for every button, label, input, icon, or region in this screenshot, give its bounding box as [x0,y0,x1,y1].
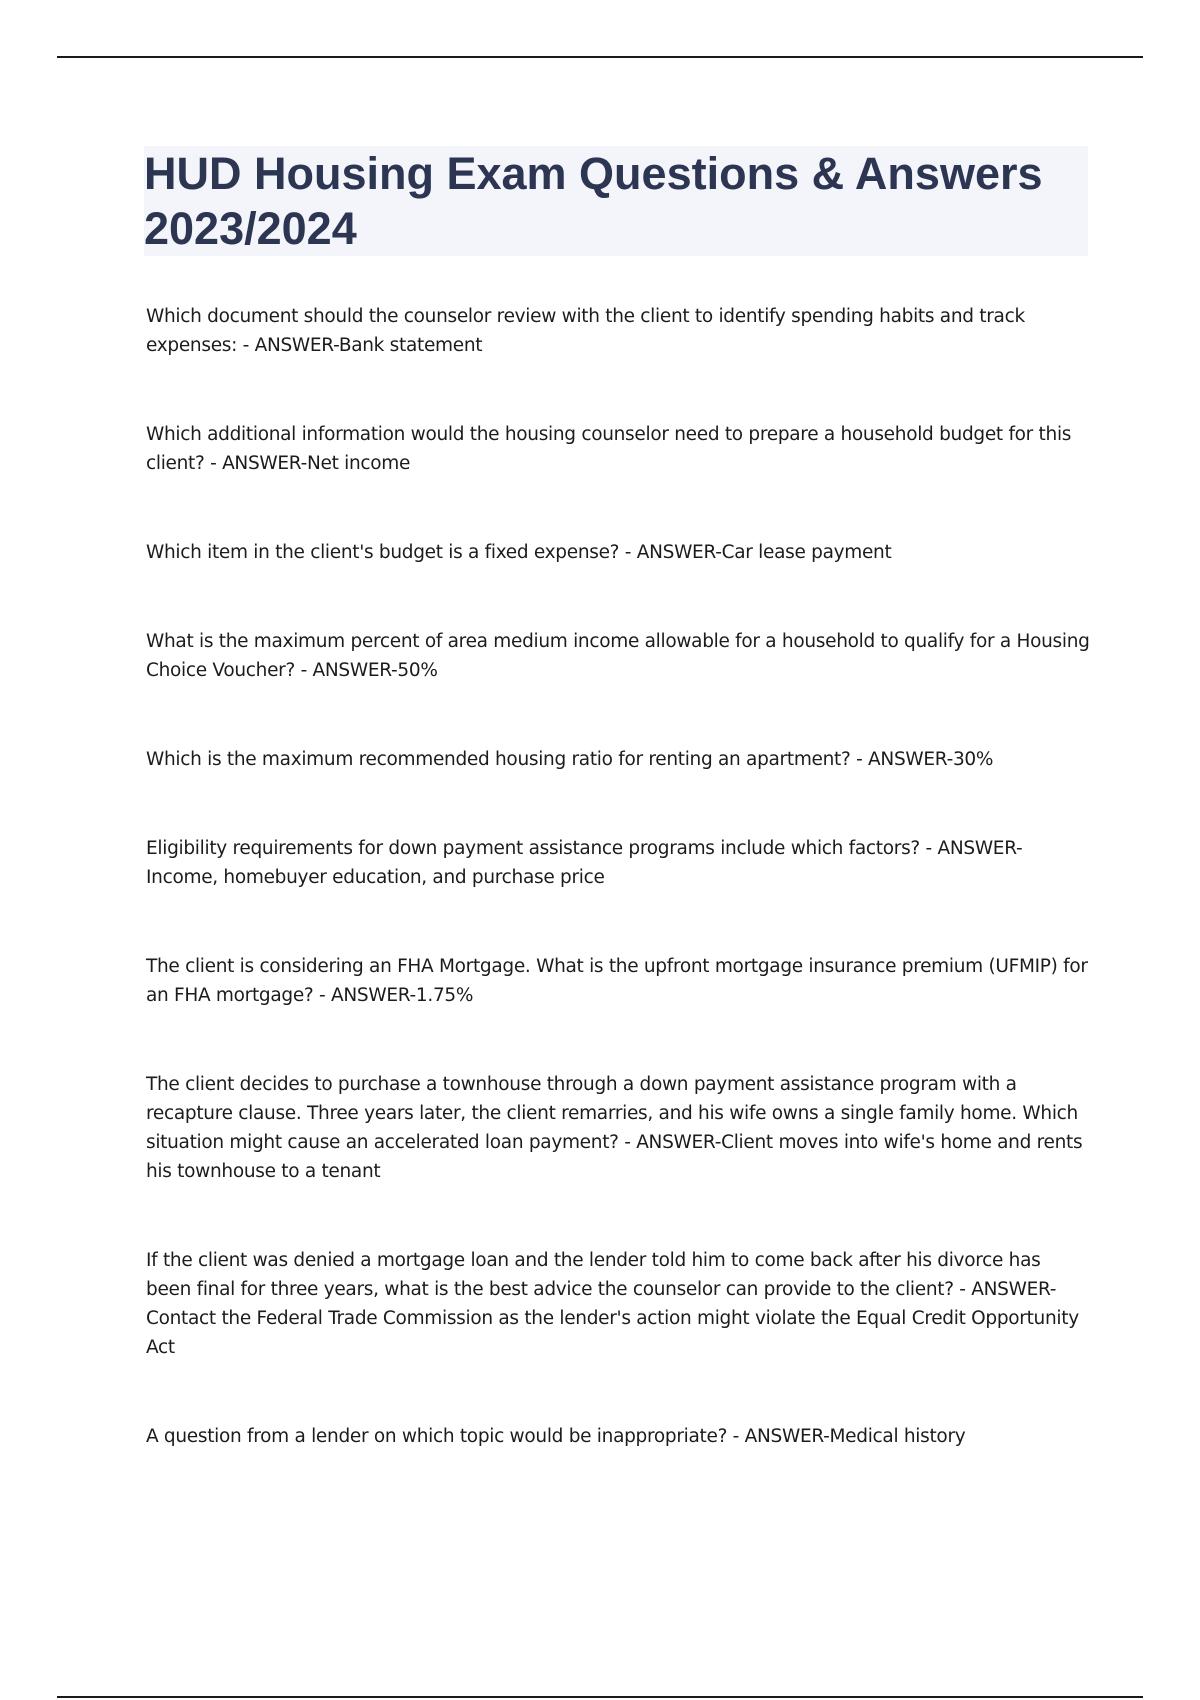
bottom-rule [57,1696,1143,1698]
qa-item: Which is the maximum recommended housing ratio for renting an apartment? - ANSWER-30% [146,749,994,770]
qa-item: A question from a lender on which topic would be inappropriate? - ANSWER-Medical history [146,1426,966,1447]
qa-list [146,302,1091,1451]
qa-item: The client is considering an FHA Mortgage. What is the upfront mortgage insurance premium (UFMIP) for an FHA mortgage? - ANSWER-1.75% [146,956,1088,1006]
title-banner [144,146,1088,256]
qa-item: If the client was denied a mortgage loan and the lender told him to come back after his divorce has been final for three years, what is the best advice the counselor can provide to the client? - ANSWER-Contact the Federal Trade Commission as the lender's action might violate the Equal Credit Opportunity Act [146,1250,1079,1358]
qa-item: Which item in the client's budget is a fixed expense? - ANSWER-Car lease payment [146,542,892,563]
qa-item: The client decides to purchase a townhouse through a down payment assistance program with a recapture clause. Three years later, the client remarries, and his wife owns a single family home. Which situation might cause an accelerated loan payment? - ANSWER-Client moves into wife's home and rents his townhouse to a tenant [146,1074,1083,1182]
top-rule [57,56,1143,58]
qa-item: Eligibility requirements for down payment assistance programs include which factors? - ANSWER-Income, homebuyer education, and purchase price [146,838,1023,888]
document-title: HUD Housing Exam Questions & Answers 2023/2024 [144,148,1043,254]
qa-item: What is the maximum percent of area medium income allowable for a household to qualify for a Housing Choice Voucher? - ANSWER-50% [146,631,1090,681]
qa-item: Which document should the counselor review with the client to identify spending habits and track expenses: - ANSWER-Bank statement [146,306,1025,356]
qa-item: Which additional information would the housing counselor need to prepare a household budget for this client? - ANSWER-Net income [146,424,1072,474]
